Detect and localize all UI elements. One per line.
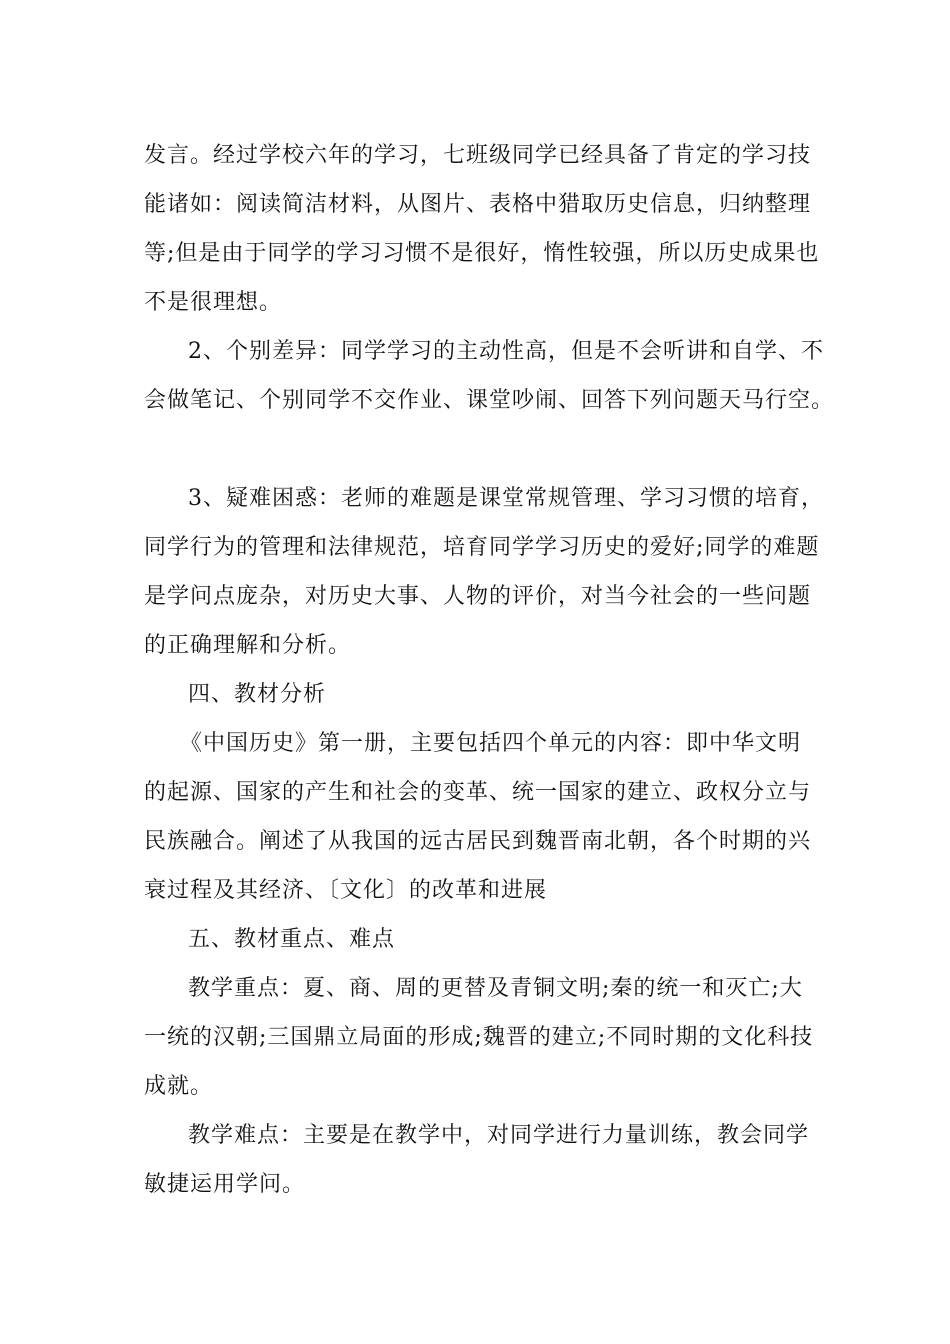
section-heading: 四、教材分析 [188,682,327,707]
text-line: 敏捷运用学问。 [144,1172,306,1197]
text-line: 教学难点：主要是在教学中，对同学进行力量训练，教会同学 [188,1123,810,1148]
text-line: 会做笔记、个别同学不交作业、课堂吵闹、回答下列问题天马行空。 [144,388,835,413]
text-line: 教学重点：夏、商、周的更替及青铜文明;秦的统一和灭亡;大 [188,976,803,1001]
text-line: 的正确理解和分析。 [144,633,352,658]
document-body [144,131,835,1209]
text-line: 同学行为的管理和法律规范，培育同学学习历史的爱好;同学的难题 [144,535,820,560]
text-line: 《中国历史》第一册，主要包括四个单元的内容：即中华文明 [180,731,802,756]
paragraph-gap [144,425,814,474]
text-line: 民族融合。阐述了从我国的远古居民到魏晋南北朝，各个时期的兴 [144,829,812,854]
text-line: 能诸如：阅读简洁材料，从图片、表格中猎取历史信息，归纳整理 [144,192,812,217]
text-line: 2、个别差异：同学学习的主动性高，但是不会听讲和自学、不 [188,339,824,364]
text-line: 衰过程及其经济、〔文化〕的改革和进展 [144,878,548,903]
text-line: 不是很理想。 [144,290,283,315]
section-heading: 五、教材重点、难点 [188,927,396,952]
text-line: 发言。经过学校六年的学习，七班级同学已经具备了肯定的学习技 [144,143,812,168]
text-line: 等;但是由于同学的学习习惯不是很好，惰性较强，所以历史成果也 [144,241,820,266]
text-line: 一统的汉朝;三国鼎立局面的形成;魏晋的建立;不同时期的文化科技 [144,1025,814,1050]
text-line: 是学问点庞杂，对历史大事、人物的评价，对当今社会的一些问题 [144,584,812,609]
text-line: 的起源、国家的产生和社会的变革、统一国家的建立、政权分立与 [144,780,812,805]
text-line: 成就。 [144,1074,214,1099]
text-line: 3、疑难困惑：老师的难题是课堂常规管理、学习习惯的培育， [188,486,824,511]
